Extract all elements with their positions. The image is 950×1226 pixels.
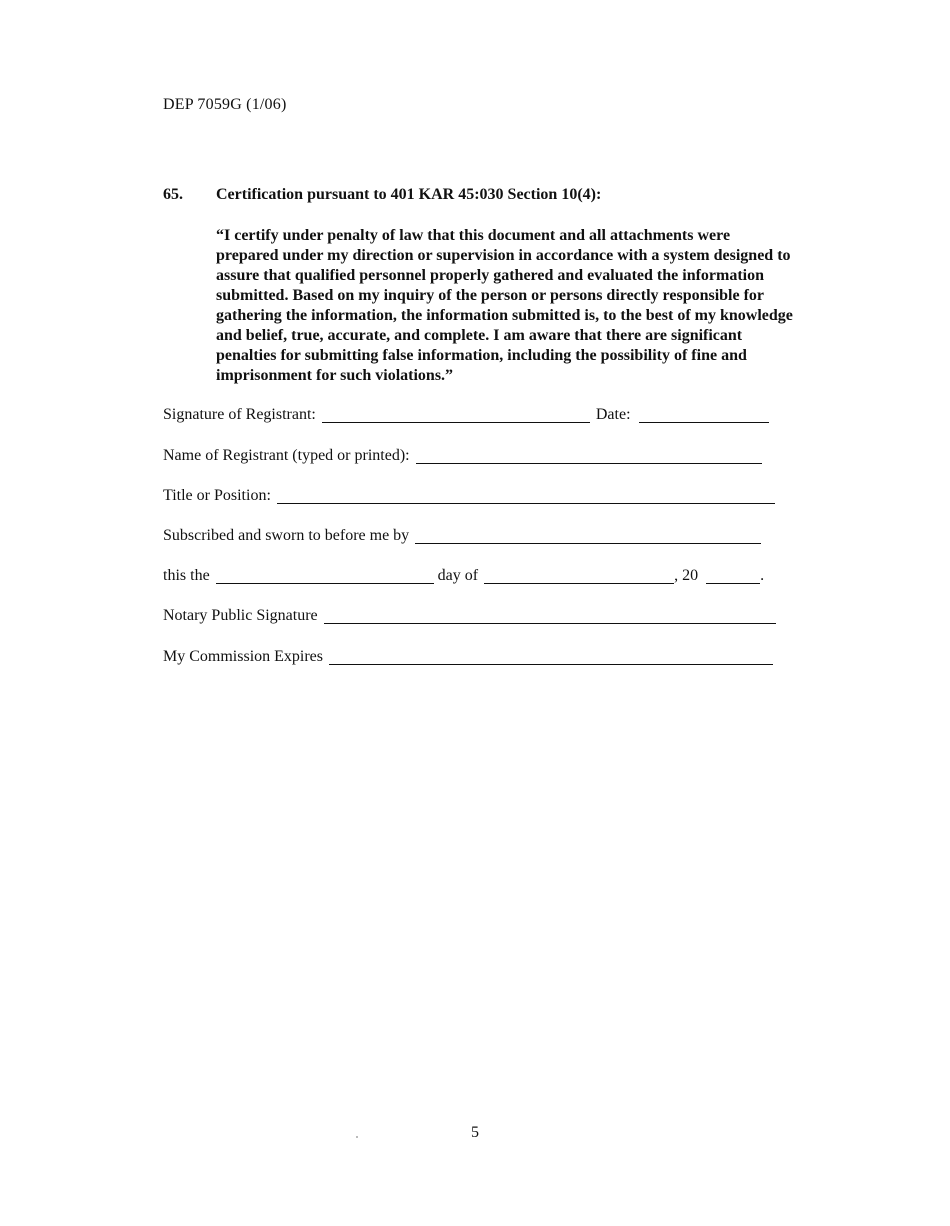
this-the-label: this the — [163, 567, 210, 584]
certification-statement: “I certify under penalty of law that this document and all attachments were prepared under my direction or supervision in accordance with a system designed to assure that qualified personnel properly gathered and evaluated the information submitted. Based on my inquiry of the person or persons directly responsible for gathering the information, the information submitted is, to the best of my knowledge and belief, true, accurate, and complete. I am aware that there are significant penalties for submitting false information, including the possibility of fine and imprisonment for such violations.” — [216, 227, 793, 384]
date-sworn-row — [163, 565, 764, 587]
form-id: DEP 7059G (1/06) — [163, 96, 287, 113]
signature-row — [163, 404, 769, 426]
title-line[interactable] — [277, 487, 775, 504]
year-prefix: , 20 — [674, 567, 699, 584]
item-number: 65. — [163, 186, 183, 203]
subscribed-label: Subscribed and sworn to before me by — [163, 527, 410, 544]
commission-line[interactable] — [329, 648, 773, 665]
title-row — [163, 485, 775, 507]
day-of-label: day of — [437, 567, 479, 584]
date-line[interactable] — [639, 406, 769, 423]
subscribed-line[interactable] — [415, 527, 761, 544]
name-line[interactable] — [416, 447, 762, 464]
signature-line[interactable] — [322, 406, 590, 423]
day-line[interactable] — [216, 567, 434, 584]
notary-line[interactable] — [324, 607, 776, 624]
title-label: Title or Position: — [163, 487, 271, 504]
name-label: Name of Registrant (typed or printed): — [163, 447, 410, 464]
notary-label: Notary Public Signature — [163, 607, 318, 624]
page-number: 5 — [471, 1124, 479, 1141]
commission-row — [163, 646, 773, 668]
month-line[interactable] — [484, 567, 674, 584]
date-label: Date: — [595, 406, 631, 423]
subscribed-row — [163, 525, 761, 547]
name-row — [163, 445, 762, 467]
year-suffix: . — [760, 567, 765, 584]
notary-row — [163, 605, 776, 627]
signature-label: Signature of Registrant: — [163, 406, 316, 423]
year-line[interactable] — [706, 567, 760, 584]
commission-label: My Commission Expires — [163, 648, 324, 665]
certification-heading: Certification pursuant to 401 KAR 45:030 Section 10(4): — [216, 186, 602, 203]
